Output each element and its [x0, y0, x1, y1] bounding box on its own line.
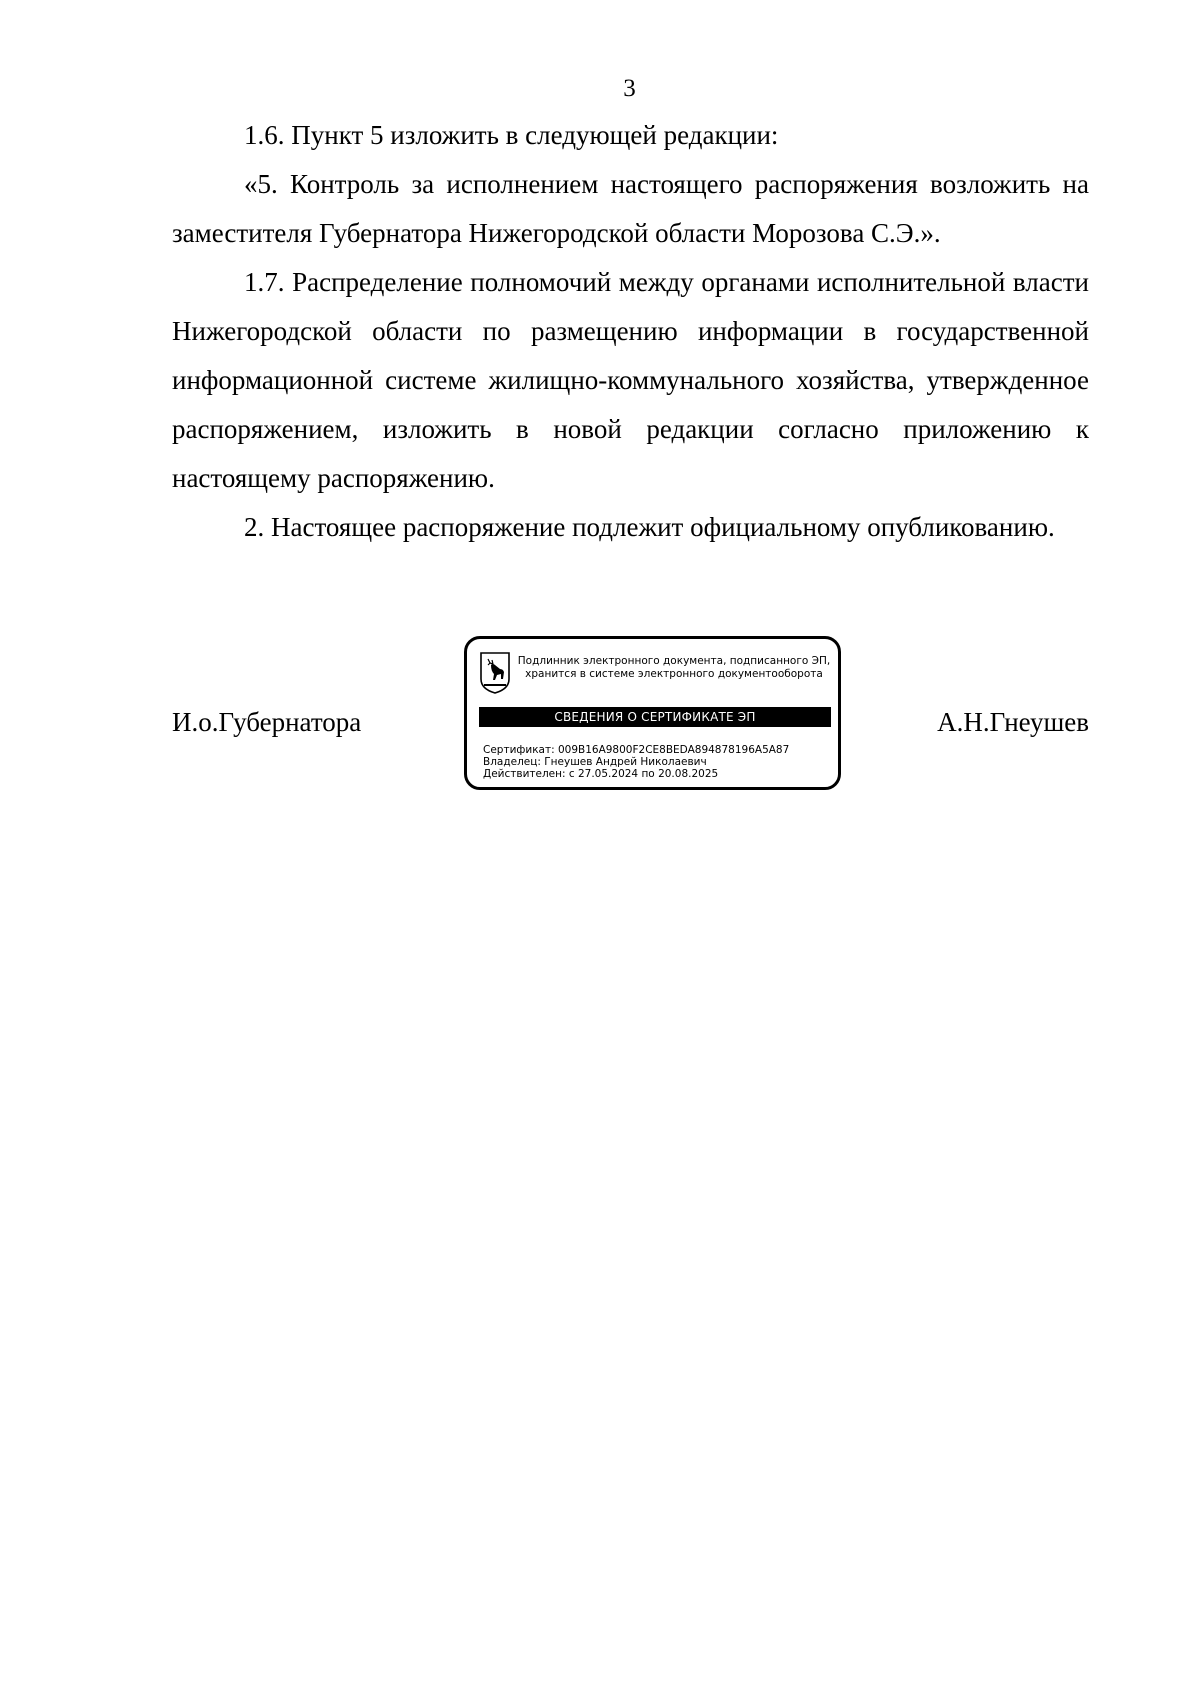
paragraph-quote-5: «5. Контроль за исполнением настоящего распоряжения возложить на заместителя Губернатора Нижегородской области Морозова С.Э.».: [172, 169, 1089, 248]
paragraph-1-7: 1.7. Распределение полномочий между органами исполнительной власти Нижегородской области по размещению информации в государственной информационной системе жилищно-коммунального хозяйства, утвержденное распоряжением, изложить в новой редакции согласно приложению к настоящему распоряжению.: [172, 267, 1089, 493]
page-number: 3: [623, 75, 636, 102]
stamp-certificate: Сертификат: 009B16A9800F2CE8BEDA894878196A5A87: [483, 744, 790, 756]
stamp-header: [515, 655, 833, 681]
document-body: [172, 111, 1089, 552]
signatory-title: И.о.Губернатора: [172, 707, 362, 737]
electronic-signature-stamp: [464, 636, 841, 790]
signature-block: [172, 636, 1089, 804]
signatory-name: А.Н.Гнеушев: [937, 707, 1089, 737]
stamp-details: [483, 744, 789, 780]
coat-of-arms-icon: [479, 651, 511, 695]
paragraph-2: 2. Настоящее распоряжение подлежит официальному опубликованию.: [244, 512, 1055, 542]
stamp-owner: Владелец: Гнеушев Андрей Николаевич: [483, 756, 707, 768]
stamp-header-line-1: Подлинник электронного документа, подписанного ЭП,: [517, 655, 831, 667]
stamp-header-line-2: хранится в системе электронного документооборота: [525, 668, 823, 680]
paragraph-1-6: 1.6. Пункт 5 изложить в следующей редакции:: [244, 120, 779, 150]
stamp-validity: Действителен: с 27.05.2024 по 20.08.2025: [483, 768, 719, 780]
stamp-band-title: СВЕДЕНИЯ О СЕРТИФИКАТЕ ЭП: [479, 707, 831, 727]
